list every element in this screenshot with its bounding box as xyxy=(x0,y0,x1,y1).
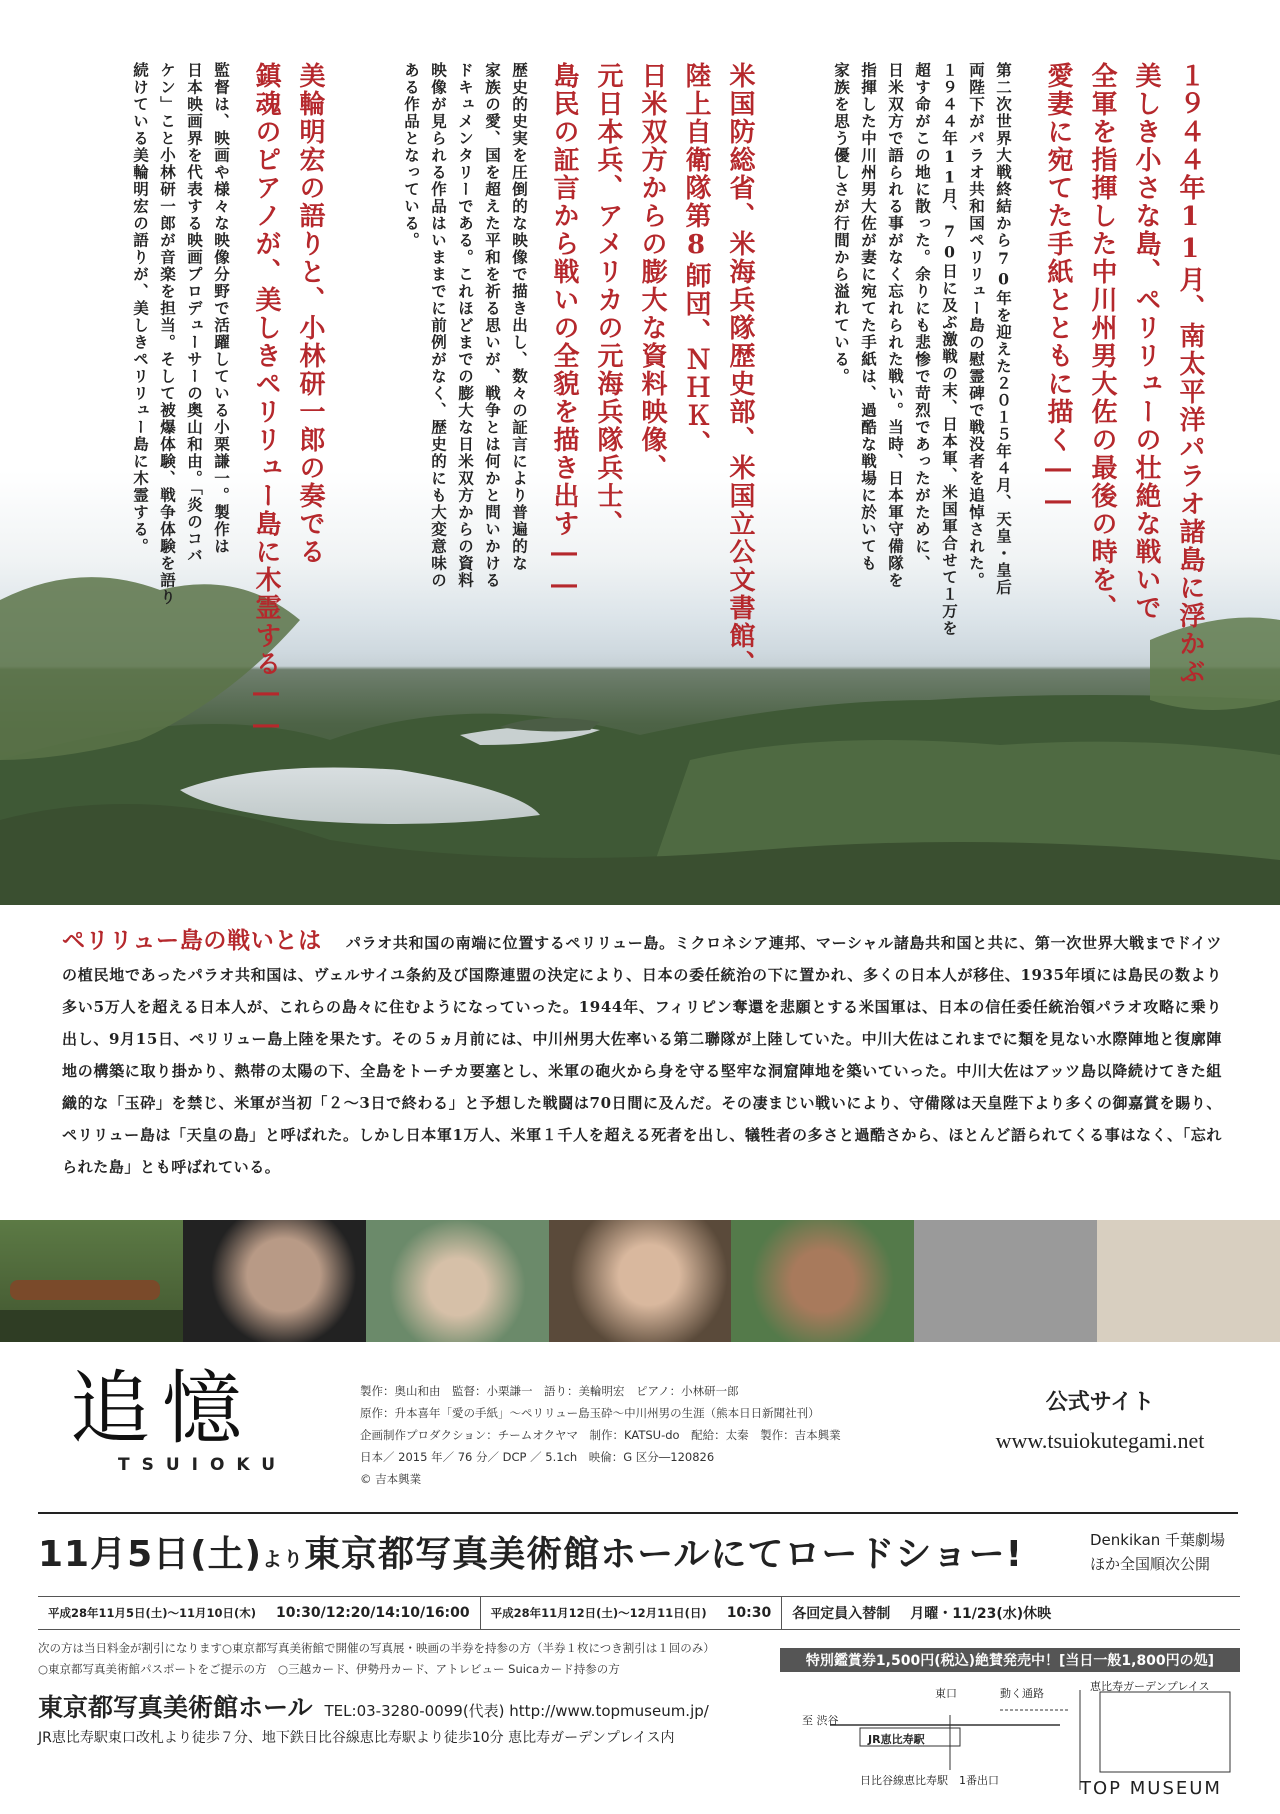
intro-heading: ペリリュー島の戦いとは xyxy=(62,927,322,954)
divider xyxy=(38,1512,1238,1514)
headline-line-3: 全軍を指揮した中川州男大佐の最後の時を、 xyxy=(1087,62,1117,622)
credits-block xyxy=(360,1380,841,1490)
premiere-text: 東京都写真美術館ホールにてロードショー! xyxy=(304,1534,1024,1575)
premiere-yori: より xyxy=(262,1547,305,1571)
credit-line: 製作：奥山和由 監督：小栗謙一 語り：美輪明宏 ピアノ：小林研一郎 xyxy=(360,1384,739,1398)
headline-line-5: 米国防総省、米海兵隊歴史部、米国立公文書館、 xyxy=(725,62,755,678)
premiere-banner xyxy=(38,1526,1023,1577)
title-kanji: 追憶 xyxy=(70,1362,254,1455)
period1-date: 平成28年11月5日(土)〜11月10日(木) xyxy=(48,1606,257,1620)
photo-veteran-3 xyxy=(549,1220,732,1342)
body-line-5: 日米双方で語られる事がなく忘れられた戦い。当時、日本軍守備隊を xyxy=(886,62,905,589)
wreck-shape xyxy=(0,1220,183,1342)
photo-strip xyxy=(0,1220,1280,1342)
subway-exit: 日比谷線恵比寿駅 1番出口 xyxy=(860,1774,999,1787)
body-line-7: 家族を思う優しさが行間から溢れている。 xyxy=(832,62,851,385)
credit-line: 原作：升本喜年「愛の手紙」〜ペリリュー島玉砕〜中川州男の生涯（熊本日日新聞社刊） xyxy=(360,1406,820,1420)
body-line-3: １９４４年11月、70日に及ぶ激戦の末、日本軍、米国軍合せて１万を xyxy=(940,62,959,637)
headline-line-11: 鎮魂のピアノが、美しきペリリュー島に木霊する―― xyxy=(251,62,281,742)
credit-line: © 吉本興業 xyxy=(360,1472,422,1486)
photo-veteran-2 xyxy=(366,1220,549,1342)
credit-line: 日本／ 2015 年／ 76 分／ DCP ／ 5.1ch 映倫：G 区分―120826 xyxy=(360,1450,715,1464)
period1-times: 10:30/12:20/14:10/16:00 xyxy=(276,1605,470,1621)
closed-days: 月曜・11/23(水)休映 xyxy=(910,1606,1052,1622)
body-line-12: ある作品となっている。 xyxy=(402,62,421,249)
period2-times: 10:30 xyxy=(726,1605,772,1621)
schedule-bar xyxy=(38,1596,1240,1630)
body-line-13: 監督は、映画や様々な映像分野で活躍している小栗謙一。製作は xyxy=(212,62,231,555)
other-theater: Denkikan 千葉劇場 xyxy=(1090,1531,1226,1549)
intro-body: パラオ共和国の南端に位置するペリリュー島。ミクロネシア連邦、マーシャル諸島共和国と共に、第一次世界大戦までドイツの植民地であったパラオ共和国は、ヴェルサイユ条約及び国際連盟の決定により、日本の委任統治の下に置かれ、多くの日本人が移住、1935年頃には島民の数より多い5万人を超える日本人が、これらの島々に住むようになっていった。1944年、フィリピン奪還を悲願とする米国軍は、日本の信任委任統治領パラオ攻略に乗り出し、9月15日、ペリリュー島上陸を果たす。その５ヵ月前には、中川州男大佐率いる第二聯隊が上陸していた。中川大佐はこれまでに類を見ない水際陣地と復廓陣地の構築に取り掛かり、熱帯の太陽の下、全島をトーチカ要塞とし、米軍の砲火から身を守る堅牢な洞窟陣地を築いていった。中川大佐はアッツ島以降続けてきた組織的な「玉砕」を禁じ、米軍が当初「２～3日で終わる」と予想した戦闘は70日間に及んだ。その凄まじい戦いにより、守備隊は天皇陛下より多くの御嘉賞を賜り、ペリリュー島は「天皇の島」と呼ばれた。しかし日本軍1万人、米軍１千人を超える死者を出し、犠牲者の多さと過酷さから、ほとんど語られてくる事はなく、「忘れられた島」とも呼ばれている。 xyxy=(62,934,1222,1176)
discount-line: 次の方は当日料金が割引になります○東京都写真美術館で開催の写真展・映画の半券を持参の方（半券１枚につき割引は１回のみ） xyxy=(38,1641,715,1655)
premiere-date: 11月5日(土) xyxy=(38,1534,263,1575)
nationwide-release: ほか全国順次公開 xyxy=(1090,1555,1211,1573)
body-line-2: 両陛下がパラオ共和国ペリリュー島の慰霊碑で戦没者を追悼された。 xyxy=(967,62,986,589)
discount-info xyxy=(38,1638,715,1680)
venue-access: JR恵比寿駅東口改札より徒歩７分、地下鉄日比谷線恵比寿駅より徒歩10分 恵比寿ガーデンプレイス内 xyxy=(38,1730,675,1746)
headline-line-9: 島民の証言から戦いの全貌を描き出す―― xyxy=(549,62,579,602)
discount-line: ○東京都写真美術館パスポートをご提示の方 ○三越カード、伊勢丹カード、アトレビュー Suicaカード持参の方 xyxy=(38,1662,620,1676)
east-exit: 東口 xyxy=(935,1687,957,1700)
venue-contact[interactable]: TEL:03-3280-0099(代表) http://www.topmuseum.jp/ xyxy=(324,1702,709,1720)
body-line-8: 歴史的史実を圧倒的な映像で描き出し、数々の証言により普遍的な xyxy=(510,62,529,572)
photo-veteran-1 xyxy=(183,1220,366,1342)
body-line-6: 指揮した中川州男大佐が妻に宛てた手紙は、過酷な戦場に於いても xyxy=(859,62,878,572)
site-url-link[interactable]: www.tsuiokutegami.net xyxy=(995,1428,1205,1453)
museum-logo: TOP MUSEUM xyxy=(1080,1778,1222,1799)
ticket-banner: 特別鑑賞券1,500円(税込)絶賛発売中！[当日一般1,800円の処] xyxy=(780,1648,1240,1672)
venue-info xyxy=(38,1688,709,1724)
period2-date: 平成28年11月12日(土)〜12月11日(日) xyxy=(490,1606,707,1620)
premiere-side xyxy=(1090,1528,1225,1576)
venue-name: 東京都写真美術館ホール xyxy=(38,1693,313,1722)
official-site xyxy=(960,1385,1240,1454)
headline-line-2: 美しき小さな島、ペリリューの壮絶な戦いで xyxy=(1131,62,1161,622)
body-line-15: ケン」こと小林研一郎が音楽を担当。そして被爆体験、戦争体験を語り xyxy=(158,62,177,606)
photo-letter xyxy=(1097,1220,1280,1342)
battle-intro xyxy=(62,925,1222,1183)
hero-landscape xyxy=(0,0,1280,905)
headline-line-10: 美輪明宏の語りと、小林研一郎の奏でる xyxy=(295,62,325,566)
film-title xyxy=(70,1363,287,1475)
headline-line-7: 日米双方からの膨大な資料映像、 xyxy=(637,62,667,482)
body-line-1: 第二次世界大戦終結から70年を迎えた２０１５年４月、天皇・皇后 xyxy=(994,62,1013,596)
headline-line-8: 元日本兵、アメリカの元海兵隊兵士、 xyxy=(593,62,623,538)
garden-place: 恵比寿ガーデンプレイス xyxy=(1090,1680,1210,1693)
credit-line: 企画制作プロダクション：チームオクヤマ 制作：KATSU-do 配給：太秦 製作：吉本興業 xyxy=(360,1428,841,1442)
moving-walkway: 動く通路 xyxy=(1000,1687,1044,1700)
photo-islander xyxy=(731,1220,914,1342)
site-label: 公式サイト xyxy=(1045,1389,1155,1415)
headline-line-1: １９４４年11月、南太平洋パラオ諸島に浮かぶ xyxy=(1175,62,1205,686)
schedule-note: 各回定員入替制 xyxy=(792,1606,891,1622)
body-line-14: 日本映画界を代表する映画プロデューサーの奥山和由。「炎のコバ xyxy=(185,62,204,565)
headline-line-4: 愛妻に宛てた手紙とともに描く―― xyxy=(1043,62,1073,518)
photo-wreckage xyxy=(0,1220,183,1342)
photo-archive-map xyxy=(914,1220,1097,1342)
body-line-4: 超す命がこの地に散った。余りにも悲惨で苛烈であったがために、 xyxy=(913,62,932,572)
title-roman: TSUIOKU xyxy=(118,1455,288,1475)
jr-station: JR恵比寿駅 xyxy=(868,1733,925,1746)
headline-line-6: 陸上自衛隊第8師団、ＮＨＫ、 xyxy=(681,62,711,458)
to-shibuya: 至 渋谷 xyxy=(802,1714,839,1727)
body-line-9: 家族の愛、国を超えた平和を祈る思いが、戦争とは何かと問いかける xyxy=(483,62,502,589)
body-line-10: ドキュメンタリーである。これほどまでの膨大な日米双方からの資料 xyxy=(456,62,475,589)
body-line-11: 映像が見られる作品はいままでに前例がなく、歴史的にも大変意味の xyxy=(429,62,448,589)
body-line-16: 続けている美輪明宏の語りが、美しきペリリュー島に木霊する。 xyxy=(131,62,150,555)
